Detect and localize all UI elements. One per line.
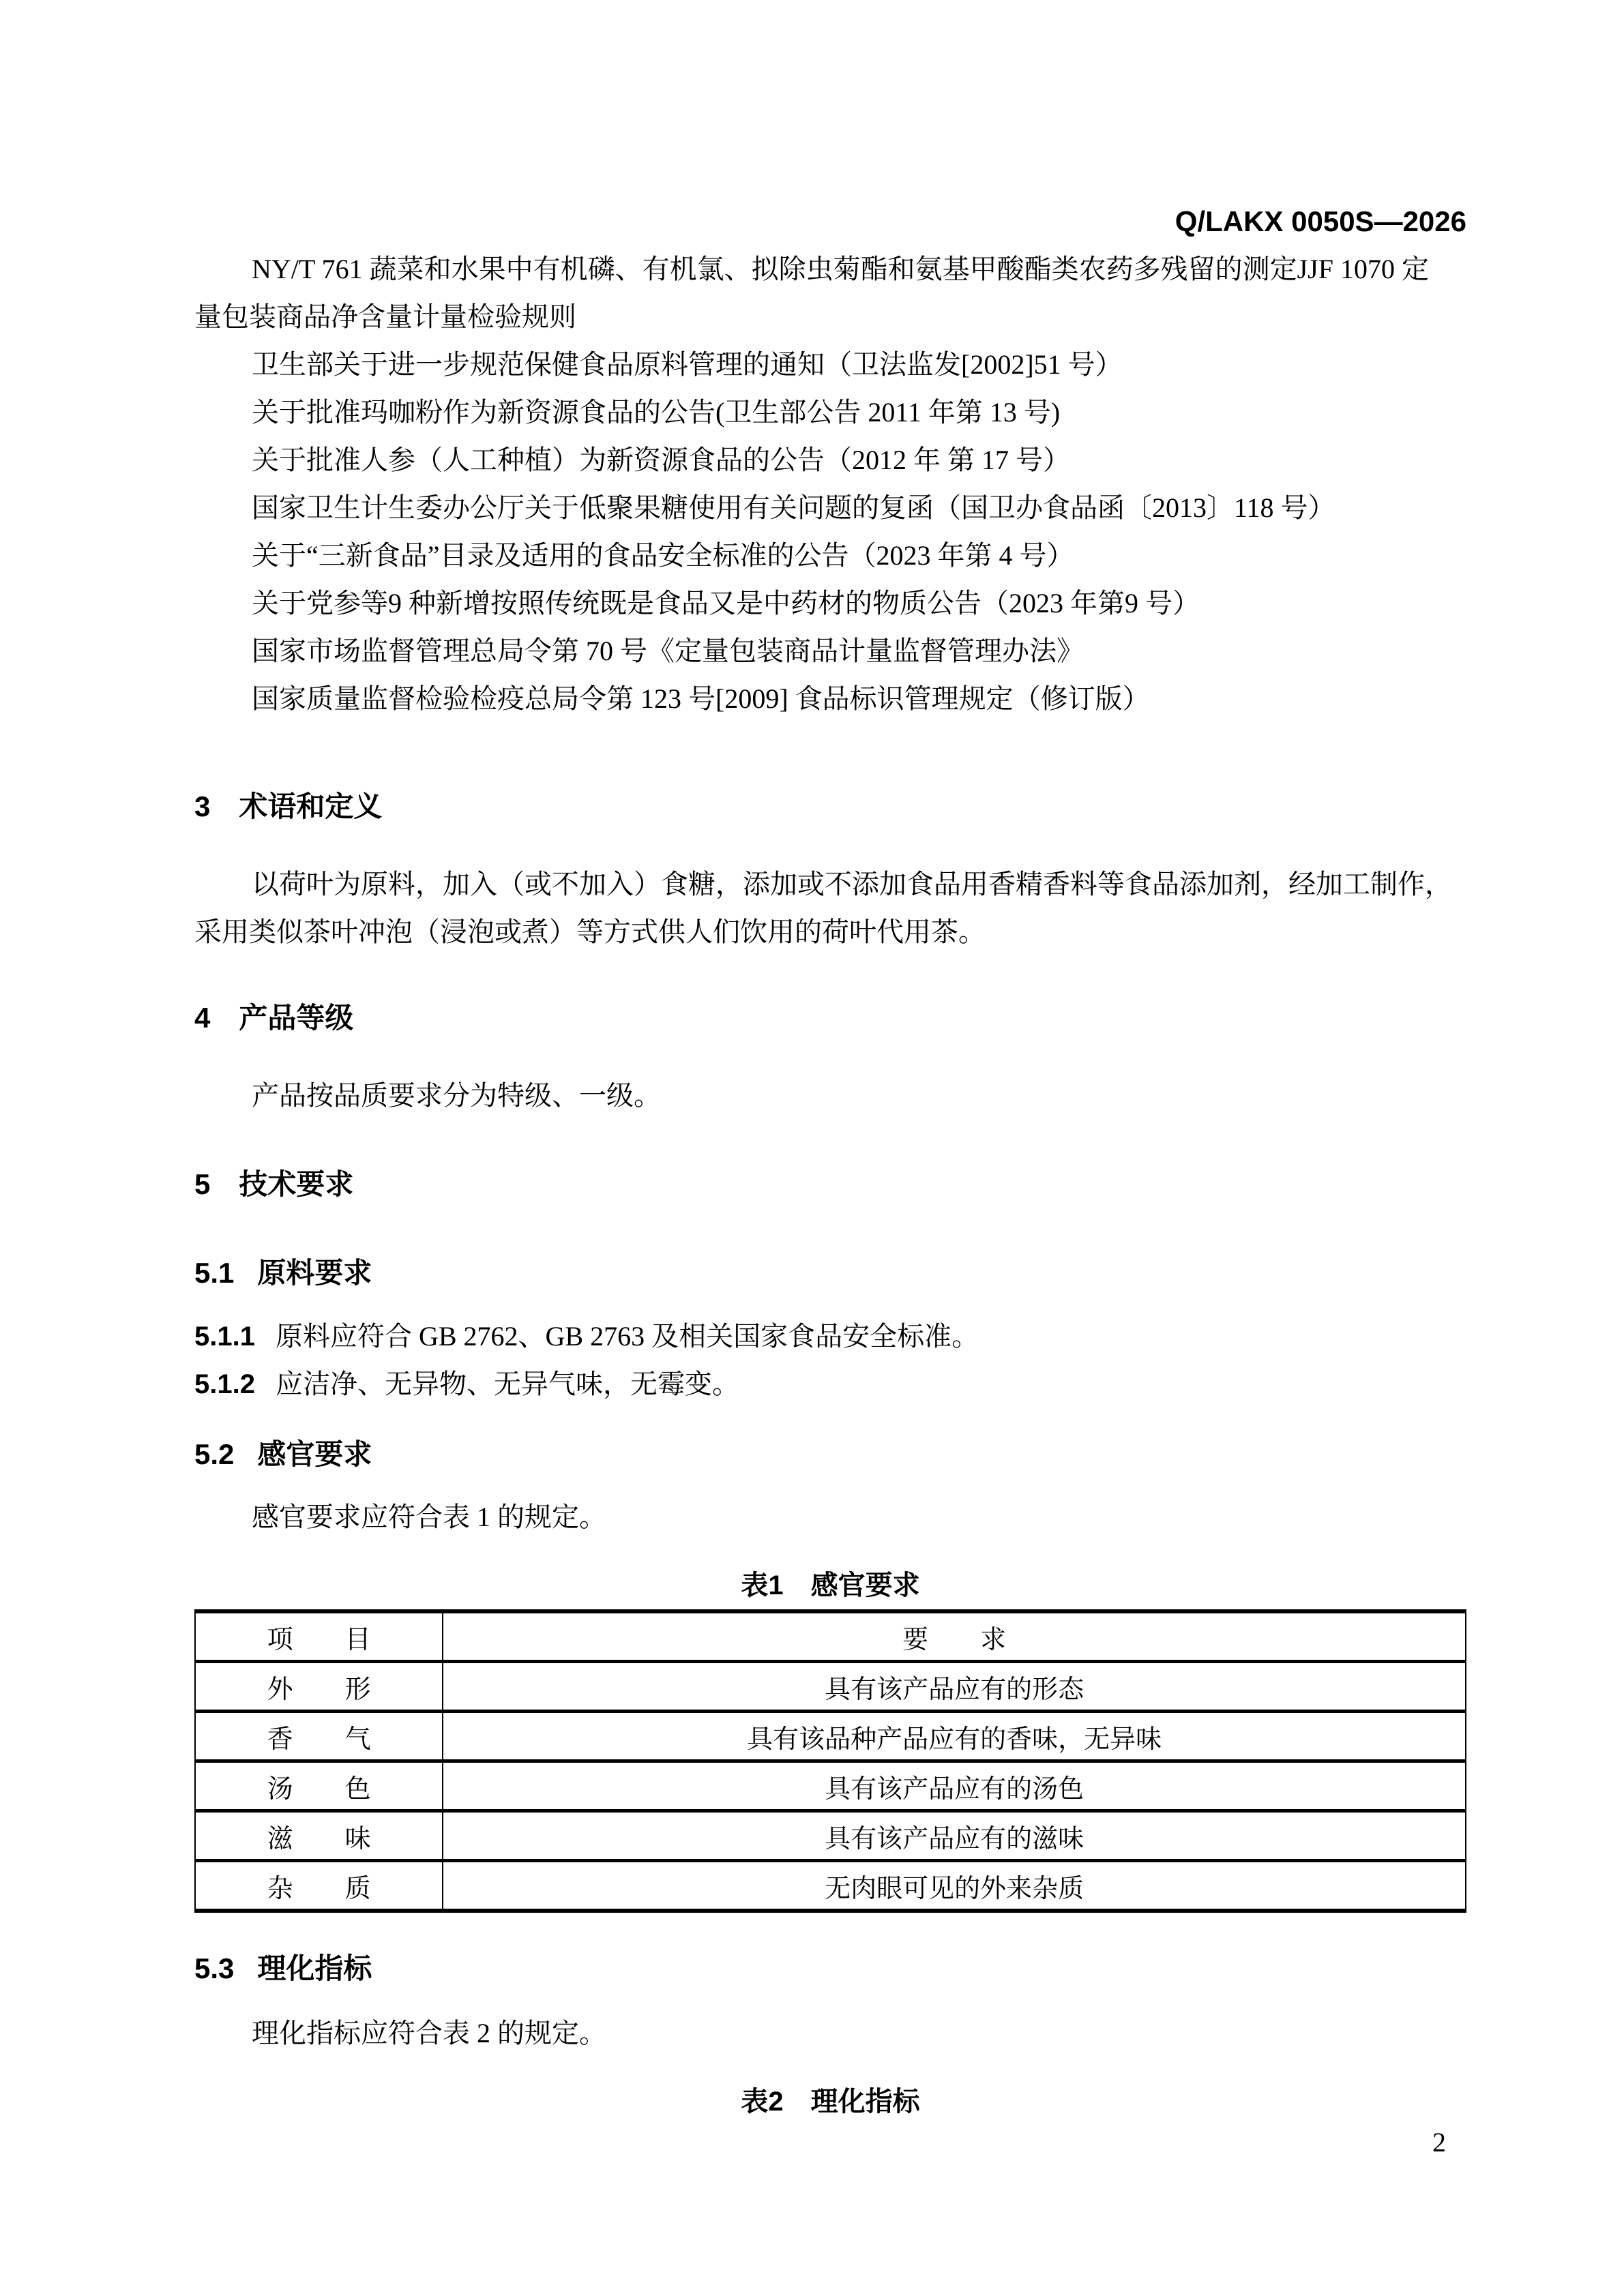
reference-item: 国家质量监督检验检疫总局令第 123 号[2009] 食品标识管理规定（修订版） xyxy=(252,683,1150,714)
clause-text: 原料应符合 GB 2762、GB 2763 及相关国家食品安全标准。 xyxy=(275,1321,979,1352)
subsection-heading-physicochemical xyxy=(194,1945,1466,1993)
reference-paragraph-line: 量包装商品净含量计量检验规则 xyxy=(194,301,576,332)
reference-item: 关于“三新食品”目录及适用的食品安全标准的公告（2023 年第 4 号） xyxy=(252,540,1074,571)
sensory-intro-paragraph: 感官要求应符合表 1 的规定。 xyxy=(252,1502,606,1532)
row-value: 具有该产品应有的滋味 xyxy=(443,1811,1466,1861)
table-row xyxy=(195,1861,1466,1911)
table-row xyxy=(195,1662,1466,1712)
raw-material-clauses xyxy=(194,1313,1466,1408)
reference-paragraph-line: NY/T 761 蔬菜和水果中有机磷、有机氯、拟除虫菊酯和氨基甲酸酯类农药多残留的测定JJF 1070 定 xyxy=(252,254,1429,284)
clause-number: 5.1.2 xyxy=(194,1369,255,1399)
section-title: 原料要求 xyxy=(257,1257,372,1289)
table-row xyxy=(195,1811,1466,1861)
table-header-requirement: 要 求 xyxy=(443,1611,1466,1662)
section-title: 感官要求 xyxy=(257,1438,372,1470)
section-title: 产品等级 xyxy=(239,1002,354,1034)
row-label: 杂 质 xyxy=(267,1874,371,1903)
paragraph-line: 采用类似茶叶冲泡（浸泡或煮）等方式供人们饮用的荷叶代用茶。 xyxy=(194,916,986,947)
table-header-item: 项 目 xyxy=(195,1611,443,1662)
clause-number: 5.1.1 xyxy=(194,1322,255,1352)
reference-item: 关于党参等9 种新增按照传统既是食品又是中药材的物质公告（2023 年第9 号） xyxy=(252,588,1200,618)
table-row xyxy=(195,1761,1466,1811)
reference-item: 关于批准玛咖粉作为新资源食品的公告(卫生部公告 2011 年第 13 号) xyxy=(252,397,1061,428)
page-number: 2 xyxy=(1432,2127,1446,2158)
product-grade-paragraph: 产品按品质要求分为特级、一级。 xyxy=(252,1080,661,1111)
row-label: 滋 味 xyxy=(195,1811,443,1861)
normative-references-block xyxy=(194,245,1466,723)
row-value: 具有该产品应有的汤色 xyxy=(443,1761,1466,1811)
section-number: 3 xyxy=(194,790,211,822)
section-number: 5.3 xyxy=(194,1952,235,1984)
section-title: 理化指标 xyxy=(257,1952,372,1984)
row-value: 具有该品种产品应有的香味，无异味 xyxy=(443,1712,1466,1761)
standard-code-header: Q/LAKX 0050S—2026 xyxy=(1175,205,1466,237)
clause xyxy=(194,1313,1466,1360)
section-number: 5.1 xyxy=(194,1257,235,1289)
section-title: 技术要求 xyxy=(239,1168,354,1200)
terms-definition-paragraph xyxy=(194,861,1466,956)
section-number: 5 xyxy=(194,1168,211,1200)
row-value: 无肉眼可见的外来杂质 xyxy=(443,1861,1466,1911)
reference-item: 关于批准人参（人工种植）为新资源食品的公告（2012 年 第 17 号） xyxy=(252,445,1070,475)
subsection-heading-raw-material xyxy=(194,1249,1466,1297)
physicochemical-intro-paragraph: 理化指标应符合表 2 的规定。 xyxy=(252,2018,606,2048)
section-number: 4 xyxy=(194,1002,211,1034)
row-value: 具有该产品应有的形态 xyxy=(443,1662,1466,1712)
row-label: 香 气 xyxy=(195,1712,443,1761)
row-label: 外 形 xyxy=(195,1662,443,1712)
reference-item: 国家市场监督管理总局令第 70 号《定量包装商品计量监督管理办法》 xyxy=(252,636,1084,666)
table-header-row xyxy=(195,1611,1466,1662)
sensory-requirements-table xyxy=(194,1609,1466,1913)
table1-caption: 表1 感官要求 xyxy=(741,1570,920,1600)
section-heading-technical-requirements xyxy=(194,1161,1466,1208)
table-row xyxy=(195,1712,1466,1761)
paragraph-line: 以荷叶为原料，加入（或不加入）食糖，添加或不添加食品用香精香料等食品添加剂，经加工制作， xyxy=(252,869,1452,899)
section-heading-product-grade xyxy=(194,994,1466,1042)
section-number: 5.2 xyxy=(194,1438,235,1470)
section-title: 术语和定义 xyxy=(239,790,383,822)
reference-item: 卫生部关于进一步规范保健食品原料管理的通知（卫法监发[2002]51 号） xyxy=(252,349,1123,380)
clause-text: 应洁净、无异物、无异气味，无霉变。 xyxy=(275,1369,739,1399)
row-label: 汤 色 xyxy=(195,1761,443,1811)
section-heading-terms xyxy=(194,783,1466,831)
subsection-heading-sensory xyxy=(194,1431,1466,1478)
table2-caption: 表2 理化指标 xyxy=(741,2087,920,2117)
reference-item: 国家卫生计生委办公厅关于低聚果糖使用有关问题的复函（国卫办食品函〔2013〕118 号） xyxy=(252,492,1335,523)
clause xyxy=(194,1360,1466,1408)
